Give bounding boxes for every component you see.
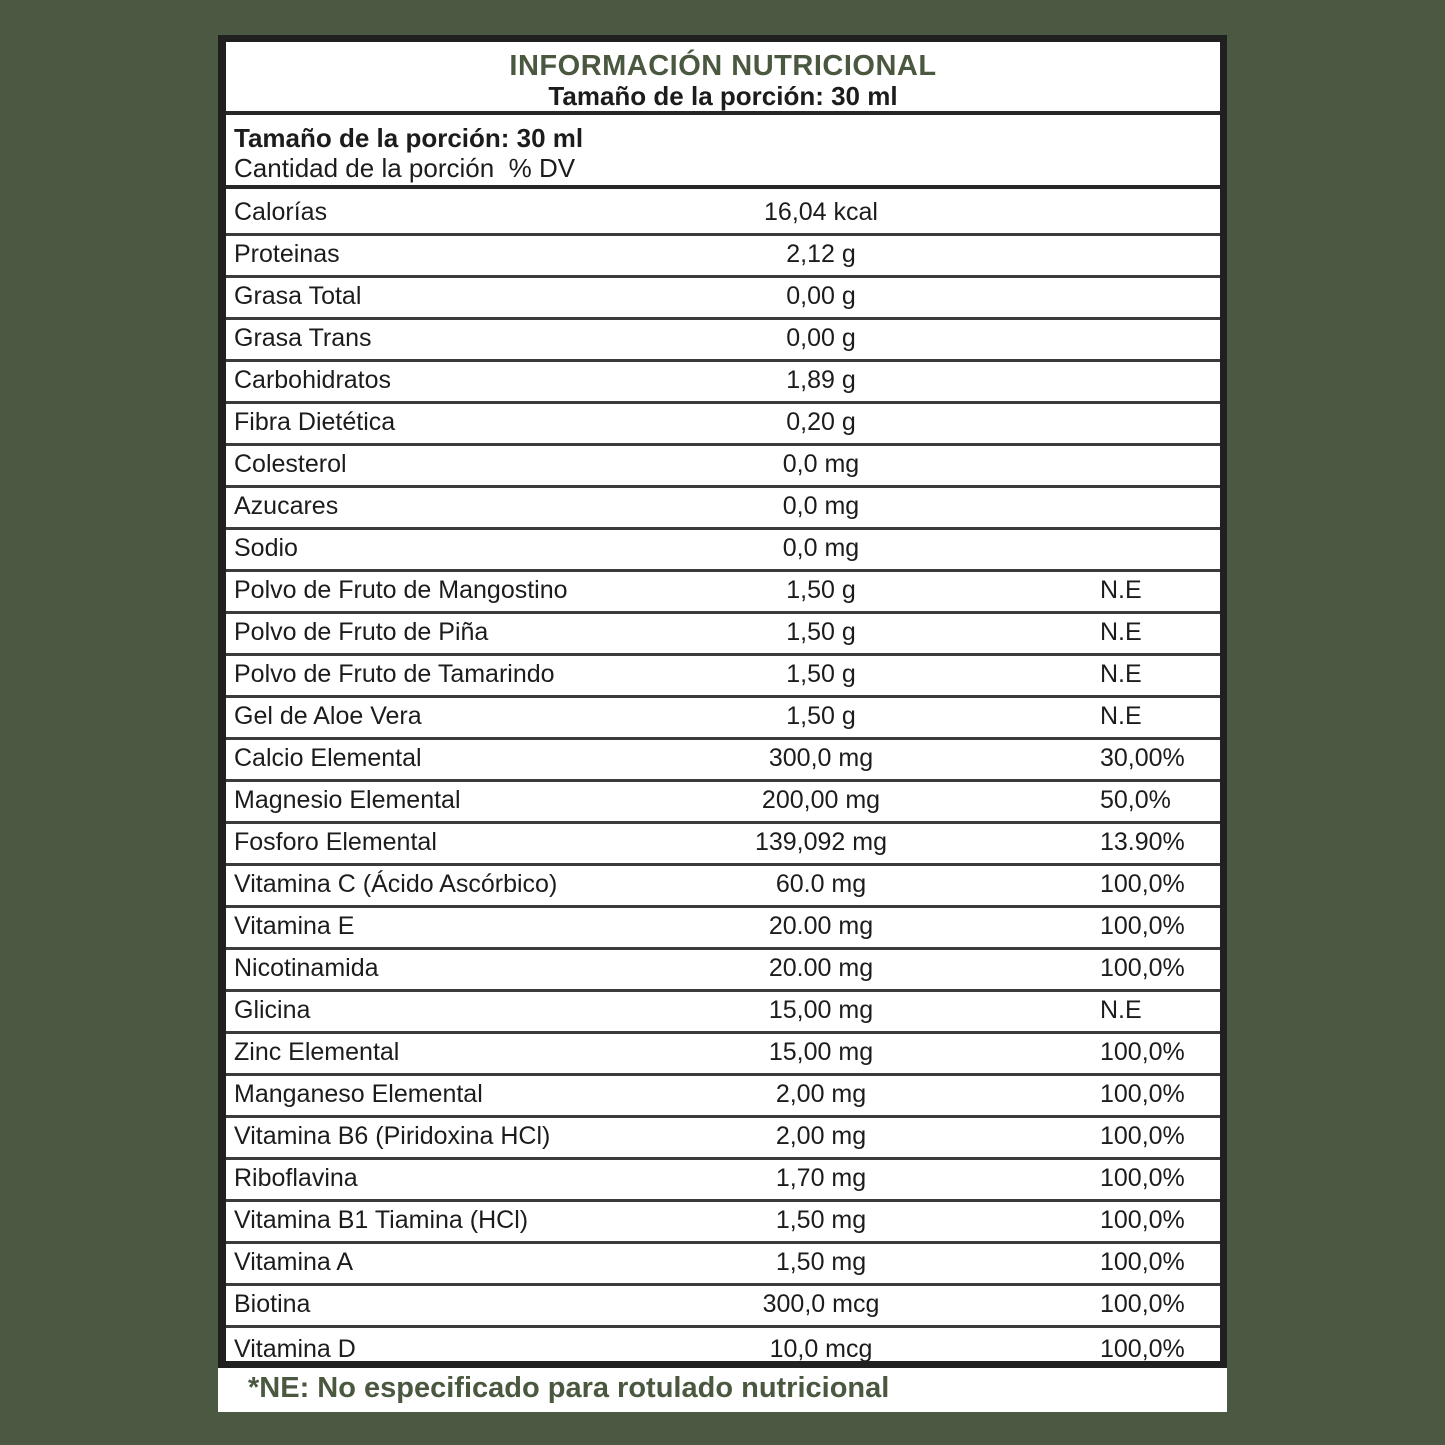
nutrient-row [226, 320, 1220, 362]
title-block [226, 42, 1220, 115]
nutrient-row [226, 362, 1220, 404]
nutrient-dv: 100,0% [1100, 954, 1185, 982]
nutrient-row [226, 908, 1220, 950]
nutrient-row [226, 656, 1220, 698]
nutrient-amount: 15,00 mg [768, 996, 874, 1024]
nutrient-row [226, 278, 1220, 320]
label-subtitle: Tamaño de la porción: 30 ml [548, 81, 898, 111]
nutrient-name: Azucares [234, 492, 339, 520]
nutrient-name: Carbohidratos [234, 366, 392, 394]
nutrient-amount: 1,50 g [786, 702, 856, 730]
nutrient-row [226, 1328, 1220, 1361]
nutrient-name: Fosforo Elemental [234, 828, 437, 856]
nutrient-name: Grasa Total [234, 282, 362, 310]
nutrient-dv: N.E [1100, 996, 1142, 1024]
nutrient-name: Colesterol [234, 450, 347, 478]
nutrient-dv: 100,0% [1100, 1122, 1185, 1150]
nutrient-row [226, 824, 1220, 866]
serving-block [226, 115, 1220, 189]
nutrient-row [226, 1202, 1220, 1244]
nutrient-amount: 60.0 mg [775, 870, 867, 898]
nutrient-amount: 20.00 mg [768, 954, 874, 982]
nutrient-row [226, 740, 1220, 782]
nutrient-row [226, 1244, 1220, 1286]
nutrient-dv: 100,0% [1100, 1038, 1185, 1066]
nutrient-row [226, 866, 1220, 908]
nutrient-row [226, 1286, 1220, 1328]
nutrient-name: Polvo de Fruto de Mangostino [234, 576, 568, 604]
nutrient-amount: 1,50 g [786, 618, 856, 646]
amount-header: Cantidad de la porción % DV [234, 153, 576, 183]
nutrient-name: Vitamina A [234, 1248, 354, 1276]
footer-note: *NE: No especificado para rotulado nutricional [218, 1368, 1227, 1412]
nutrient-amount: 300,0 mg [768, 744, 874, 772]
nutrient-dv: 100,0% [1100, 1164, 1185, 1192]
nutrient-dv: N.E [1100, 576, 1142, 604]
nutrient-row [226, 189, 1220, 236]
nutrient-name: Vitamina E [234, 912, 355, 940]
nutrient-name: Fibra Dietética [234, 408, 396, 436]
nutrient-dv: 100,0% [1100, 1335, 1185, 1361]
nutrition-table [226, 42, 1220, 1361]
nutrient-row [226, 782, 1220, 824]
nutrient-amount: 0,0 mg [782, 534, 860, 562]
nutrient-dv: 100,0% [1100, 870, 1185, 898]
nutrient-name: Grasa Trans [234, 324, 372, 352]
nutrient-amount: 16,04 kcal [764, 198, 878, 226]
nutrition-facts-label [218, 35, 1227, 1368]
nutrient-row [226, 1034, 1220, 1076]
nutrient-dv: 100,0% [1100, 1248, 1185, 1276]
nutrient-row [226, 614, 1220, 656]
nutrient-amount: 1,70 mg [775, 1164, 867, 1192]
nutrient-amount: 139,092 mg [754, 828, 888, 856]
nutrient-name: Polvo de Fruto de Tamarindo [234, 660, 555, 688]
nutrient-dv: 100,0% [1100, 1080, 1185, 1108]
nutrient-dv: 13.90% [1100, 828, 1185, 856]
nutrient-amount: 300,0 mcg [762, 1290, 880, 1318]
nutrient-amount: 1,50 g [786, 660, 856, 688]
nutrient-amount: 1,50 g [786, 576, 856, 604]
nutrient-row [226, 698, 1220, 740]
nutrient-name: Gel de Aloe Vera [234, 702, 422, 730]
nutrient-name: Zinc Elemental [234, 1038, 400, 1066]
nutrient-name: Calcio Elemental [234, 744, 422, 772]
nutrient-amount: 1,50 mg [775, 1206, 867, 1234]
nutrient-name: Vitamina B6 (Piridoxina HCl) [234, 1122, 551, 1150]
nutrient-amount: 2,12 g [786, 240, 856, 268]
nutrient-amount: 20.00 mg [768, 912, 874, 940]
nutrient-name: Polvo de Fruto de Piña [234, 618, 489, 646]
nutrient-name: Manganeso Elemental [234, 1080, 483, 1108]
nutrient-name: Calorías [234, 198, 328, 226]
nutrient-amount: 15,00 mg [768, 1038, 874, 1066]
nutrient-amount: 1,89 g [786, 366, 856, 394]
nutrient-amount: 1,50 mg [775, 1248, 867, 1276]
nutrient-row [226, 236, 1220, 278]
nutrient-amount: 0,00 g [786, 282, 856, 310]
nutrient-dv: 30,00% [1100, 744, 1185, 772]
nutrient-name: Nicotinamida [234, 954, 379, 982]
nutrient-name: Vitamina D [234, 1335, 356, 1361]
nutrient-name: Proteinas [234, 240, 340, 268]
nutrient-name: Magnesio Elemental [234, 786, 461, 814]
serving-size: Tamaño de la porción: 30 ml [234, 123, 584, 153]
nutrient-row [226, 1160, 1220, 1202]
nutrient-name: Vitamina C (Ácido Ascórbico) [234, 870, 558, 898]
nutrient-row [226, 530, 1220, 572]
nutrient-name: Glicina [234, 996, 311, 1024]
nutrient-amount: 0,0 mg [782, 492, 860, 520]
nutrient-dv: N.E [1100, 702, 1142, 730]
label-title: INFORMACIÓN NUTRICIONAL [509, 50, 937, 82]
nutrient-amount: 2,00 mg [775, 1122, 867, 1150]
nutrient-dv: 100,0% [1100, 1206, 1185, 1234]
nutrient-row [226, 992, 1220, 1034]
nutrient-name: Riboflavina [234, 1164, 358, 1192]
nutrient-row [226, 950, 1220, 992]
nutrient-amount: 10,0 mcg [769, 1335, 873, 1361]
nutrient-amount: 0,00 g [786, 324, 856, 352]
nutrient-amount: 200,00 mg [761, 786, 881, 814]
nutrient-amount: 0,0 mg [782, 450, 860, 478]
nutrient-dv: 100,0% [1100, 1290, 1185, 1318]
nutrient-dv: N.E [1100, 660, 1142, 688]
nutrient-dv: 100,0% [1100, 912, 1185, 940]
nutrient-name: Biotina [234, 1290, 311, 1318]
nutrient-amount: 0,20 g [786, 408, 856, 436]
nutrient-row [226, 404, 1220, 446]
nutrient-dv: N.E [1100, 618, 1142, 646]
nutrient-row [226, 446, 1220, 488]
nutrient-row [226, 1118, 1220, 1160]
nutrient-row [226, 488, 1220, 530]
nutrient-name: Sodio [234, 534, 298, 562]
nutrient-row [226, 572, 1220, 614]
nutrient-dv: 50,0% [1100, 786, 1171, 814]
nutrient-rows [226, 189, 1220, 1361]
nutrient-row [226, 1076, 1220, 1118]
nutrient-name: Vitamina B1 Tiamina (HCl) [234, 1206, 529, 1234]
nutrient-amount: 2,00 mg [775, 1080, 867, 1108]
